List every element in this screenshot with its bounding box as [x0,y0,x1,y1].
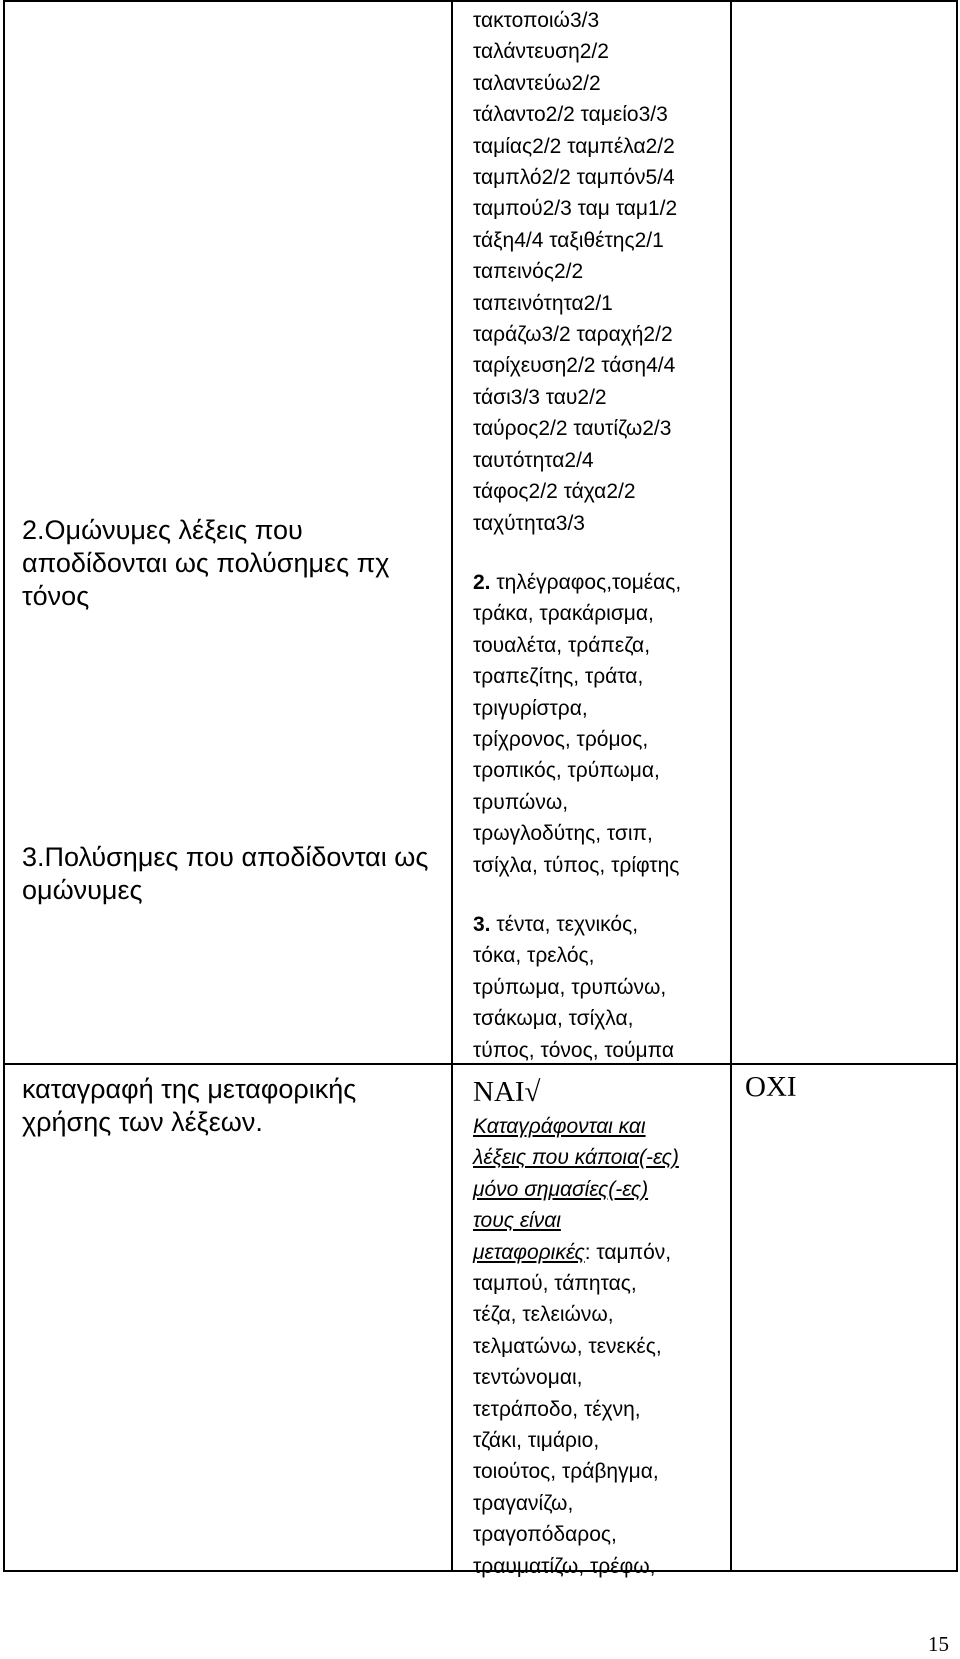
page-number: 15 [928,1632,949,1656]
yes-label: ΝΑΙ√ [473,1076,541,1108]
list-line: ταμπλό2/2 ταμπόν5/4 [473,166,675,190]
text-line: τηλέγραφος,τομέας, [490,571,682,594]
text-line: τέζα, τελειώνω, [473,1303,614,1327]
text-line: τόνος [22,581,90,611]
text-line: τροπικός, τρύπωμα, [473,759,660,783]
no-label: ΟΧΙ [745,1071,797,1103]
text-line: τσίχλα, τύπος, τρίφτης [473,853,680,877]
text-line: καταγραφή της μεταφορικής [22,1074,357,1104]
italic-line: Καταγράφονται και [473,1115,646,1138]
example-group-4 [473,1076,733,1582]
text-line: τοιούτος, τράβηγμα, [473,1460,659,1484]
text-line: χρήσης των λέξεων. [22,1107,263,1137]
list-line: τάσι3/3 ταυ2/2 [473,385,607,409]
list-line: ταλαντεύω2/2 [473,71,601,95]
text-line: τετράποδο, τέχνη, [473,1397,641,1421]
list-line: τάλαντο2/2 ταμείο3/3 [473,103,668,127]
text-line: τραγανίζω, [473,1491,574,1515]
table-border-right [956,0,958,1572]
text-line: τρωγλοδύτης, τσιπ, [473,822,653,846]
italic-line: μεταφορικές [473,1240,585,1264]
text-line: τύπος, τόνος, τούμπα [473,1038,674,1062]
italic-line: τους είναι [473,1209,561,1233]
list-line: ταύρος2/2 ταυτίζω2/3 [473,417,672,441]
text-line: τόκα, τρελός, [473,944,595,968]
list-line: τάξη4/4 ταξιθέτης2/1 [473,228,664,252]
list-line: ταπεινότητα2/1 [473,291,613,315]
table-border-top [3,0,958,2]
text-line: τουαλέτα, τράπεζα, [473,633,651,657]
text-line: τρυπώνω, [473,790,569,814]
italic-line: μόνο σημασίες(-ες) [473,1177,649,1201]
italic-line: λέξεις που κάποια(-ες) [473,1146,679,1170]
list-line: ταυτότητα2/4 [473,448,594,472]
text-line: τέντα, τεχνικός, [490,913,639,936]
example-group-2 [473,567,733,881]
table-border-left [3,0,5,1572]
text-line: αποδίδονται ως πολύσημες πχ [22,548,390,578]
text-line: τεντώνομαι, [473,1366,583,1390]
list-line: ταράζω3/2 ταραχή2/2 [473,323,673,347]
list-line: τάφος2/2 τάχα2/2 [473,480,636,504]
list-line: ταρίχευση2/2 τάση4/4 [473,354,676,378]
text-line: τράκα, τρακάρισμα, [473,602,654,626]
text-line: τζάκι, τιμάριο, [473,1429,600,1453]
text-line: 2.Ομώνυμες λέξεις που [22,515,303,545]
text-line: τραυματίζω, τρέφω, [473,1554,656,1578]
text-line: τσάκωμα, τσίχλα, [473,1007,634,1031]
left-item-4 [22,1073,432,1139]
list-line: ταμπού2/3 ταμ ταμ1/2 [473,197,678,221]
left-item-3 [22,841,432,907]
list-line: ταλάντευση2/2 [473,40,609,64]
list-line: ταχύτητα3/3 [473,511,585,535]
text-line: τρίχρονος, τρόμος, [473,728,649,752]
text-line: τραγοπόδαρος, [473,1523,617,1547]
example-group-3 [473,909,733,1066]
table-divider-1 [451,0,453,1572]
text-line: ταμπού, τάπητας, [473,1272,637,1296]
list-line: ταμίας2/2 ταμπέλα2/2 [473,134,675,158]
list-line: τακτοποιώ3/3 [473,9,600,32]
text-line: τελματώνω, τενεκές, [473,1334,662,1358]
list-line: ταπεινός2/2 [473,260,584,284]
group-number: 2. [473,571,491,594]
text-fragment: : ταμπόν, [584,1240,672,1264]
text-line: τριγυρίστρα, [473,696,588,720]
text-line: τρύπωμα, τρυπώνω, [473,975,667,999]
text-line: ομώνυμες [22,875,143,905]
text-line: 3.Πολύσημες που αποδίδονται ως [22,842,429,872]
group-number: 3. [473,913,491,936]
word-frequency-list [473,5,733,539]
text-line: τραπεζίτης, τράτα, [473,665,644,689]
left-item-2 [22,514,432,613]
